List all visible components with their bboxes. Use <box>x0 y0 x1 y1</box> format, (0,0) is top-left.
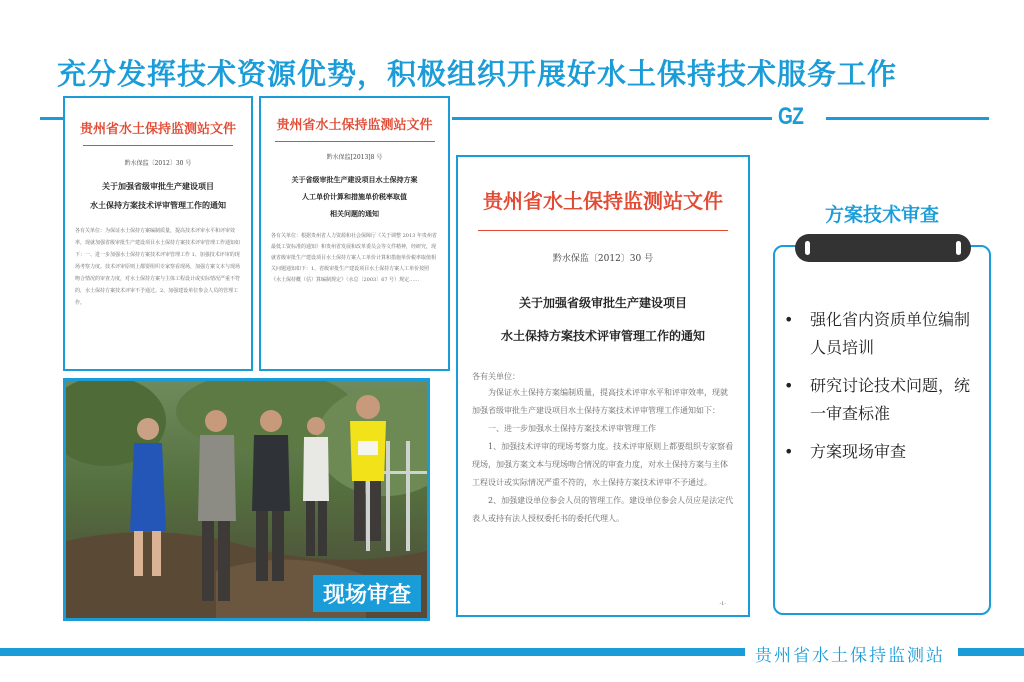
document-image-2 <box>259 96 450 371</box>
doc3-subject-1: 关于加强省级审批生产建设项目 <box>518 296 687 310</box>
pill-dot-left <box>805 241 810 255</box>
pill-dot-right <box>956 241 961 255</box>
side-bullet-list <box>782 306 982 476</box>
bullet-item: • 方案现场审查 <box>782 438 982 466</box>
doc1-header: 贵州省水土保持监测站文件 <box>79 122 236 137</box>
site-review-photo <box>63 378 430 621</box>
doc3-header: 贵州省水土保持监测站文件 <box>483 189 723 213</box>
document-image-3 <box>456 155 750 617</box>
bullet-item: • 研究讨论技术问题，统一审查标准 <box>782 372 982 428</box>
header-rule-left <box>40 117 65 120</box>
doc2-body: 各有关单位：根据贵州省人力资源和社会保障厅《关于调整 2013 年贵州省最低工资标准的通知》和贵州省发展和改革委员会等文件精神，经研究，现就省级审批生产建设项目水土保持方案人工单价计算和措施单价税率取值相关问题通知如下：1、省级审批生产建设项目水土保持方案人工单价按照《水土保持概（估）算编制规定》（水总〔2003〕67 号）规定…… <box>271 233 437 283</box>
footer-org-name: 贵州省水土保持监测站 <box>755 646 945 666</box>
footer-rule-left <box>0 648 745 656</box>
doc3-rule <box>478 230 728 231</box>
doc1-body: 各有关单位：为保证水土保持方案编制质量，提高技术评审水平和评审效率，现就加强省级审批生产建设项目水土保持方案技术评审管理工作通知如下：一、进一步加强水土保持方案技术评审管理工作 1、加强技术评审的现场考察力度。技术评审原则上都要组织专家察看现场，加强方案文本与现场吻合情况的审查力度，对水土保持方案与主体工程设计或实际情况严重不符的，水土保持方案技术评审不予通过。2、加强建设单位参会人员的管理工作。 <box>75 228 241 306</box>
doc1-subject-1: 关于加强省级审批生产建设项目 <box>102 181 214 191</box>
header-rule-right <box>826 117 989 120</box>
header-rule-mid <box>452 117 772 120</box>
logo-text: GZ <box>778 103 804 130</box>
doc2-number: 黔水保监[2013]8 号 <box>326 154 383 161</box>
doc2-header: 贵州省水土保持监测站文件 <box>276 118 433 133</box>
doc2-subject-1: 关于省级审批生产建设项目水土保持方案 <box>291 175 418 184</box>
side-panel-pill <box>795 234 971 262</box>
page-title: 充分发挥技术资源优势，积极组织开展好水土保持技术服务工作 <box>57 57 898 91</box>
doc1-subject-2: 水土保持方案技术评审管理工作的通知 <box>90 200 226 210</box>
doc1-rule <box>83 145 233 146</box>
doc3-number: 黔水保监〔2012〕30 号 <box>552 254 654 264</box>
side-panel-title: 方案技术审查 <box>824 204 939 226</box>
doc3-para-3: 1、加强技术评审的现场考察力度。技术评审原则上都要组织专家察看现场，加强方案文本与现场吻合情况的审查力度，对水土保持方案与主体工程设计或实际情况严重不符的，水土保持方案技术评审不予通过。 <box>472 442 734 487</box>
doc3-salutation: 各有关单位： <box>472 372 520 381</box>
doc3-para-4: 2、加强建设单位参会人员的管理工作。建设单位参会人员应是法定代表人或持有法人授权委托书的委托代理人。 <box>472 496 734 523</box>
doc3-page-number: -1- <box>719 601 726 607</box>
doc3-para-2: 一、进一步加强水土保持方案技术评审管理工作 <box>488 424 656 433</box>
doc2-subject-2: 人工单价计算和措施单价税率取值 <box>302 192 407 201</box>
photo-label-badge: 现场审查 <box>313 575 421 612</box>
doc3-subject-2: 水土保持方案技术评审管理工作的通知 <box>500 329 705 343</box>
doc1-number: 黔水保监〔2012〕30 号 <box>124 160 192 167</box>
doc2-rule <box>275 141 435 142</box>
bullet-item: • 强化省内资质单位编制人员培训 <box>782 306 982 362</box>
document-image-1 <box>63 96 253 371</box>
doc2-subject-3: 相关问题的通知 <box>330 209 379 218</box>
footer-rule-right <box>958 648 1024 656</box>
doc3-para-1: 为保证水土保持方案编制质量，提高技术评审水平和评审效率，现就加强省级审批生产建设项目水土保持方案技术评审管理工作通知如下： <box>472 388 728 415</box>
